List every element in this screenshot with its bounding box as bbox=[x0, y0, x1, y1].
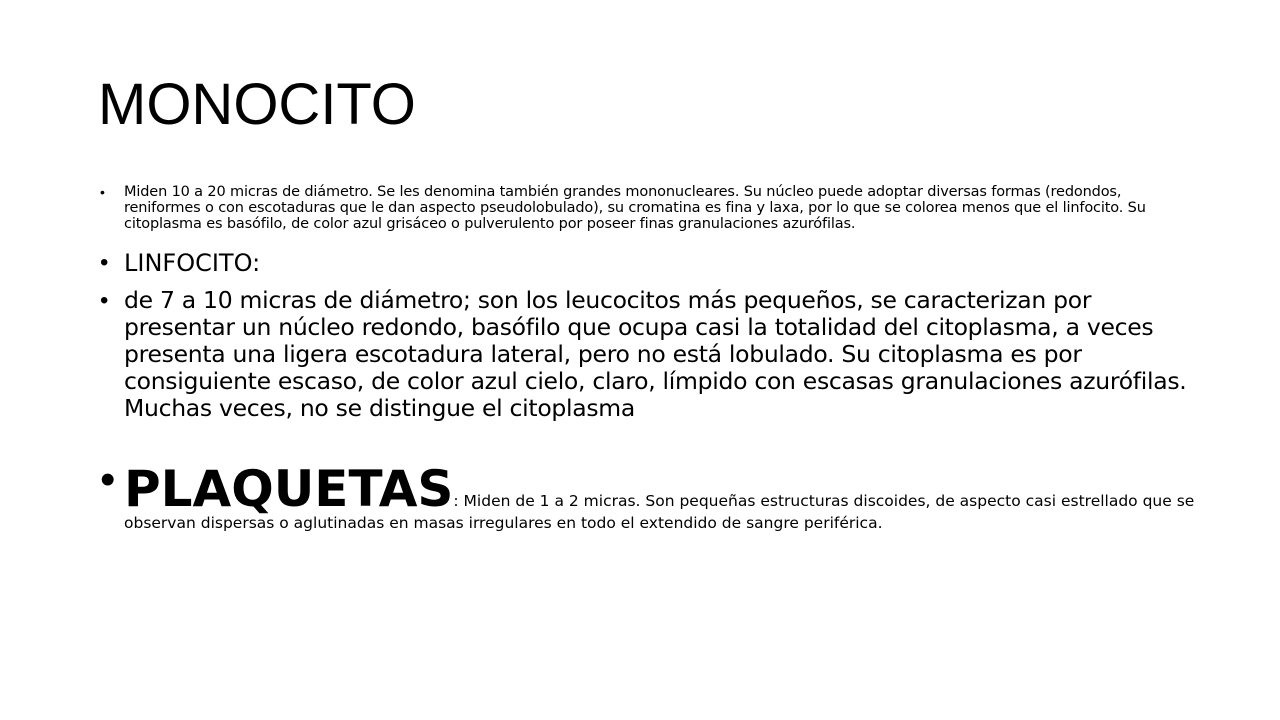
slide-title: MONOCITO bbox=[98, 72, 416, 137]
plaquetas-first-line bbox=[124, 460, 1195, 518]
bullet-text bbox=[124, 460, 1195, 537]
bullet-monocito-description bbox=[100, 184, 1190, 232]
plaquetas-heading: PLAQUETAS bbox=[124, 460, 454, 518]
bullet-text: Miden 10 a 20 micras de diámetro. Se les denomina también grandes mononucleares. Su núcleo puede adoptar diversas formas (redondos, reniformes o con escotaduras que le dan aspecto pseudolobulado), su cromatina es fina y laxa, por lo que se colorea menos que el linfocito. Su citoplasma es basófilo, de color azul grisáceo o pulverulento por poseer finas granulaciones azurófilas. bbox=[124, 184, 1146, 232]
bullet-marker: • bbox=[100, 249, 109, 276]
bullet-marker: • bbox=[100, 184, 105, 200]
bullet-text: de 7 a 10 micras de diámetro; son los leucocitos más pequeños, se caracterizan por presentar un núcleo redondo, basófilo que ocupa casi la totalidad del citoplasma, a veces presenta una ligera escotadura lateral, pero no está lobulado. Su citoplasma es por consiguiente escaso, de color azul cielo, claro, límpido con escasas granulaciones azurófilas. Muchas veces, no se distingue el citoplasma bbox=[124, 286, 1187, 422]
plaquetas-text-line2: observan dispersas o aglutinadas en masas irregulares en todo el extendido de sangre periférica. bbox=[124, 514, 883, 532]
bullet-marker: • bbox=[100, 287, 109, 314]
bullet-marker: • bbox=[100, 455, 116, 504]
bullet-linfocito-description bbox=[100, 287, 1190, 422]
bullet-plaquetas bbox=[100, 455, 1195, 537]
plaquetas-text-line1: : Miden de 1 a 2 micras. Son pequeñas estructuras discoides, de aspecto casi estrellado que se bbox=[453, 492, 1195, 510]
bullet-linfocito-heading bbox=[100, 248, 1190, 278]
bullet-text: LINFOCITO: bbox=[124, 249, 261, 277]
